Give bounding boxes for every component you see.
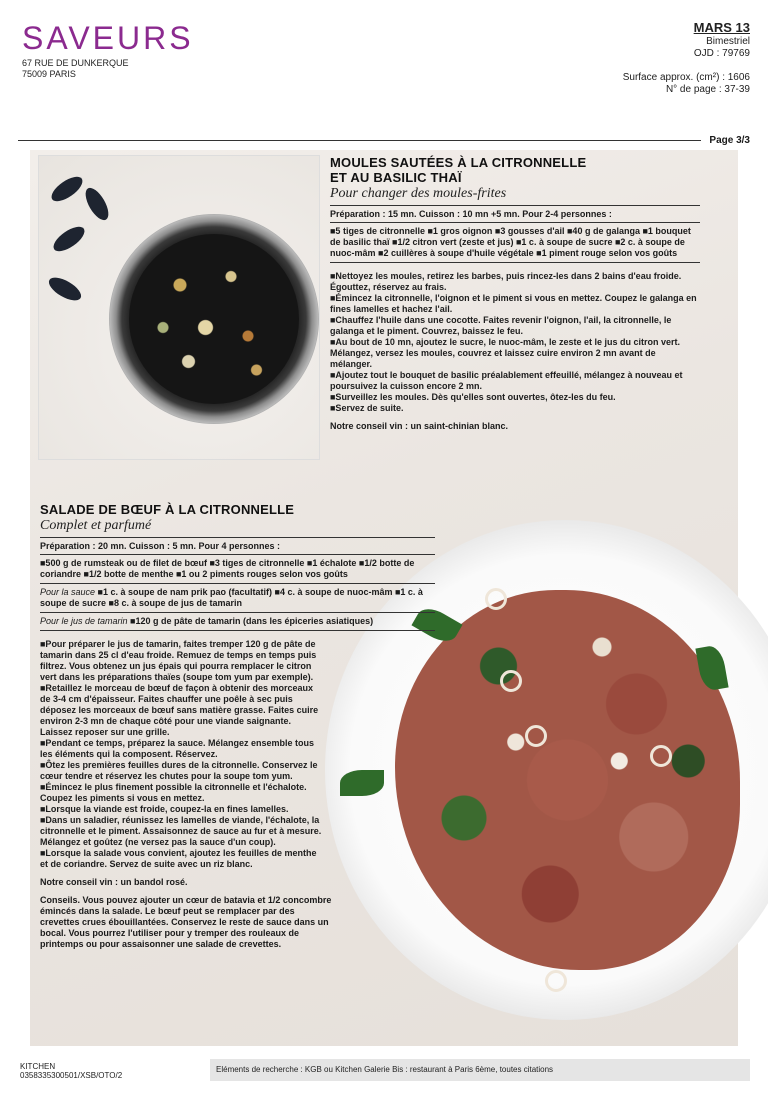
recipe-step: ■Émincez la citronnelle, l'oignon et le piment si vous en mettez. Coupez le galanga en fines lamelles et hachez l'ail.: [330, 293, 697, 314]
footer-code: 0358335300501/XSB/OTO/2: [20, 1071, 123, 1080]
recipe-title: [330, 155, 700, 185]
recipe-prep-time: Préparation : 15 mn. Cuisson : 10 mn +5 mn. Pour 2-4 personnes :: [330, 209, 700, 223]
mussel-shell: [45, 273, 84, 305]
recipe-step: ■Retaillez le morceau de bœuf de façon à obtenir des morceaux de 3-4 cm d'épaisseur. Faites chauffer une poêle à sec puis déposez les morceaux de bœuf sans matière grasse. Faites cuire environ 2-3 mn de chaque côté pour une viande saignante. Laissez reposer sur une grille.: [40, 683, 319, 737]
mussel-shell: [50, 222, 89, 256]
shallot-ring: [500, 670, 522, 692]
recipe-tips: Conseils. Vous pouvez ajouter un cœur de batavia et 1/2 concombre émincés dans la salade. Le bœuf peut se remplacer par des crevettes crues ébouillantées. Conservez le reste de sauce dans un bocal. Vous pourrez l'utiliser pour y tremper des rouleaux de printemps ou pour assaisonner une salade de crevettes.: [40, 895, 332, 949]
shallot-ring: [650, 745, 672, 767]
mussel-shell: [81, 184, 113, 223]
shallot-ring: [525, 725, 547, 747]
mussels-photo: [38, 155, 320, 460]
shallot-ring: [485, 588, 507, 610]
recipe-step: ■Surveillez les moules. Dès qu'elles sont ouvertes, ôtez-les du feu.: [330, 392, 616, 402]
recipe-step: ■Pour préparer le jus de tamarin, faites tremper 120 g de pâte de tamarin dans 25 cl d'eau froide. Remuez de temps en temps puis filtrez. Vous obtenez un jus épais qui pourra remplacer le citron vert dans les préparations thaïes (soupe tom yum par exemple).: [40, 639, 317, 682]
magazine-logo: SAVEURS: [22, 20, 194, 56]
recipe-steps: [40, 639, 325, 870]
publisher-address: [22, 58, 129, 80]
recipe-step: ■Chauffez l'huile dans une cocotte. Faites revenir l'oignon, l'ail, la citronnelle, le galanga et le piment. Couvrez, baissez le feu.: [330, 315, 672, 336]
address-city: 75009 PARIS: [22, 69, 76, 79]
search-elements-bar: Eléments de recherche : KGB ou Kitchen Galerie Bis : restaurant à Paris 6ème, toutes citations: [210, 1059, 750, 1081]
recipe-title: SALADE DE BŒUF À LA CITRONNELLE: [40, 502, 295, 517]
wine-suggestion: Notre conseil vin : un saint-chinian blanc.: [330, 421, 509, 431]
recipe-ingredients: ■500 g de rumsteak ou de filet de bœuf ■3 tiges de citronnelle ■1 échalote ■1/2 botte de coriandre ■1/2 botte de menthe ■1 ou 2 piments rouges selon vos goûts: [40, 558, 435, 584]
wine-suggestion: Notre conseil vin : un bandol rosé.: [40, 877, 188, 887]
footer-reference: [20, 1062, 122, 1080]
mussels-dish: [129, 234, 299, 404]
recipe-step: ■Dans un saladier, réunissez les lamelles de viande, l'échalote, la citronnelle et le piment. Assaisonnez de sauce au fur et à mesure. Mélangez et goûtez (ne versez pas la sauce d'un coup).: [40, 815, 322, 847]
recipe-subtitle: Complet et parfumé: [40, 517, 435, 538]
sauce-ingredients: [40, 587, 435, 613]
issue-date: MARS 13: [693, 20, 750, 35]
surface-area: Surface approx. (cm²) : 1606: [622, 72, 750, 83]
address-street: 67 RUE DE DUNKERQUE: [22, 58, 129, 68]
header-divider: [18, 140, 701, 141]
sauce-list: ■1 c. à soupe de nam prik pao (facultatif) ■4 c. à soupe de nuoc-mâm ■1 c. à soupe de sucre ■8 c. à soupe de jus de tamarin: [40, 587, 423, 608]
recipe-title-line2: ET AU BASILIC THAÏ: [330, 170, 462, 185]
recipe-step: ■Au bout de 10 mn, ajoutez le sucre, le nuoc-mâm, le zeste et le jus du citron vert. Mélangez, versez les moules, couvrez et laissez cuire environ 2 mn avant de mélanger.: [330, 337, 681, 369]
footer-client: KITCHEN: [20, 1062, 56, 1071]
recipe-step: ■Lorsque la viande est froide, coupez-la en fines lamelles.: [40, 804, 289, 814]
recipe-step: ■Lorsque la salade vous convient, ajoutez les feuilles de menthe et de coriandre. Servez de suite avec un riz blanc.: [40, 848, 317, 869]
publication-meta: [623, 20, 750, 96]
recipe-step: ■Ôtez les premières feuilles dures de la citronnelle. Conservez le cœur tendre et réservez les chutes pour la soupe tom yum.: [40, 760, 318, 781]
recipe-steps: [330, 271, 700, 414]
issue-frequency: Bimestriel: [706, 36, 750, 47]
recipe-step: ■Ajoutez tout le bouquet de basilic préalablement effeuillé, mélangez à nouveau et poursuivez la cuisson encore 2 mn.: [330, 370, 683, 391]
recipe-step: ■Pendant ce temps, préparez la sauce. Mélangez ensemble tous les éléments qui la composent. Réservez.: [40, 738, 315, 759]
recipe-ingredients: ■5 tiges de citronnelle ■1 gros oignon ■3 gousses d'ail ■40 g de galanga ■1 bouquet de basilic thaï ■1/2 citron vert (zeste et jus) ■1 c. à soupe de sucre ■2 c. à soupe de nuoc-mâm ■2 cuillères à soupe d'huile végétale ■1 piment rouge selon vos goûts: [330, 226, 700, 263]
ojd-count: OJD : 79769: [693, 48, 750, 59]
mussel-shell: [48, 172, 87, 206]
page-indicator: Page 3/3: [709, 135, 750, 146]
recipe-subtitle: Pour changer des moules-frites: [330, 185, 700, 206]
recipe-step: ■Servez de suite.: [330, 403, 404, 413]
recipe-title-line1: MOULES SAUTÉES À LA CITRONNELLE: [330, 155, 587, 170]
tamarind-label: Pour le jus de tamarin: [40, 616, 128, 626]
tamarind-ingredients: [40, 616, 435, 631]
recipe-step: ■Émincez le plus finement possible la citronnelle et l'échalote. Coupez les piments si vous en mettez.: [40, 782, 307, 803]
recipe-step: ■Nettoyez les moules, retirez les barbes, puis rincez-les dans 2 bains d'eau froide. Égouttez, réservez au frais.: [330, 271, 682, 292]
sauce-label: Pour la sauce: [40, 587, 96, 597]
recipe-mussels: [330, 155, 700, 432]
page-numbers: N° de page : 37-39: [665, 84, 750, 95]
recipe-prep-time: Préparation : 20 mn. Cuisson : 5 mn. Pour 4 personnes :: [40, 541, 435, 555]
recipe-beef-salad: [40, 502, 435, 950]
tamarind-list: ■120 g de pâte de tamarin (dans les épiceries asiatiques): [127, 616, 374, 626]
shallot-ring: [545, 970, 567, 992]
